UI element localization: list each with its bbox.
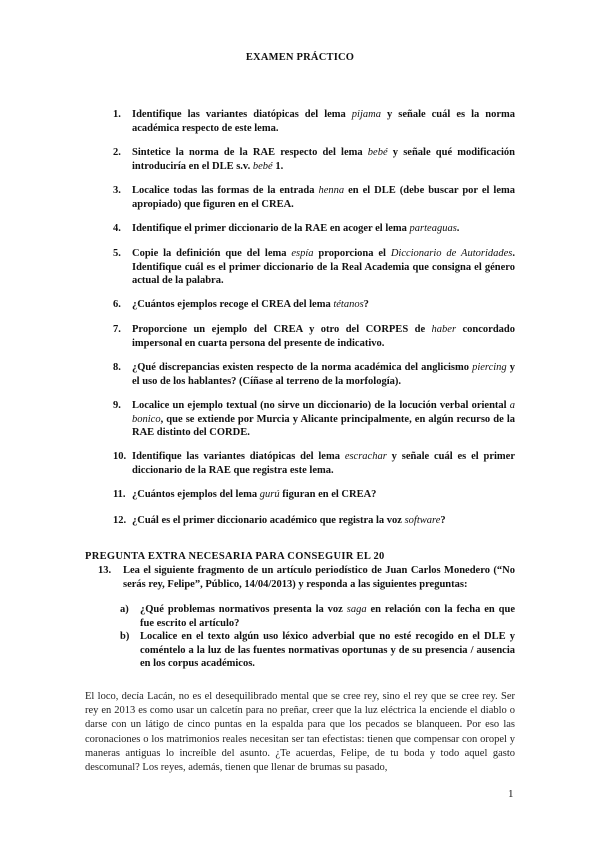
text-run: , que se extiende por Murcia y Alicante principalmente, en algún recurso de la RAE distinto del CORDE. [132,413,515,438]
question-10 [113,450,515,477]
question-6 [113,298,515,312]
italic-term: escrachar [344,451,387,462]
sub-question-label: a) [120,604,129,615]
page-title: EXAMEN PRÁCTICO [245,52,355,63]
question-8 [113,361,515,388]
question-text: Lea el siguiente fragmento de un artículo periodístico de Juan Carlos Monedero (“No serás rey, Felipe”, Público, 14/04/2013) y responda a las siguientes preguntas: [123,565,515,590]
text-run: en relación con la fecha en que fue escrito el artículo? [140,604,515,629]
question-number: 6. [113,299,121,310]
question-number: 8. [113,362,121,373]
text-run: y señale qué modificación introduciría en el DLE s.v. [132,147,516,172]
question-4 [113,222,515,236]
sub-question-b [120,630,515,671]
text-run: ¿Qué discrepancias existen respecto de la norma académica del anglicismo [132,362,473,373]
italic-term: tétanos [333,299,364,310]
question-number: 5. [113,248,121,259]
question-text [132,184,515,211]
text-run: proporciona el [313,248,391,259]
italic-term: haber [431,324,457,335]
question-3 [113,184,515,211]
page-number: 1 [508,788,514,800]
italic-term: Diccionario de Autoridades [390,248,513,259]
sub-question-text [140,630,515,671]
text-run: Localice en el texto algún uso léxico adverbial que no esté recogido en el DLE y coméntelo a la luz de las fuentes normativas oportunas y de su presencia / ausencia en los corpus académicos. [140,631,515,669]
text-run: ? [440,515,446,526]
question-number: 2. [113,147,121,158]
question-13 [98,564,515,591]
question-text [132,247,515,288]
question-text [132,488,515,502]
text-run: Copie la definición que del lema [132,248,292,259]
text-run: 1. [272,160,284,172]
text-run: Sintetice la norma de la RAE respecto del lema [132,147,368,158]
question-text [132,323,515,350]
sub-question-label: b) [120,631,130,642]
italic-term: software [404,515,441,526]
question-number: 13. [98,565,112,576]
text-run: en el DLE (debe buscar por el lema apropiado) que figuren en el CREA. [132,185,515,210]
text-run: y señale cuál es el primer diccionario de la RAE que registra este lema. [132,451,515,476]
italic-term: gurú [259,489,280,500]
question-number: 11. [113,489,126,500]
italic-term: parteaguas [409,223,457,234]
question-9 [113,399,515,440]
text-run: . [456,223,460,234]
text-run: Localice todas las formas de la entrada [132,185,319,196]
italic-term: henna [318,185,345,196]
question-number: 4. [113,223,121,234]
text-run: ¿Cuál es el primer diccionario académico que registra la voz [132,515,405,526]
question-5 [113,247,515,288]
question-12 [113,514,515,528]
question-number: 1. [113,109,121,120]
question-text [132,450,515,477]
text-run: concordado impersonal en cuarta persona del presente de indicativo. [132,324,515,349]
text-run: ¿Qué problemas normativos presenta la voz [140,604,347,615]
text-run: ? [363,299,369,310]
italic-term: a bonico [132,400,515,425]
question-text [132,298,515,312]
article-excerpt: El loco, decía Lacán, no es el desequilibrado mental que se cree rey, sino el rey que se cree rey. Ser rey en 2013 es como usar un calcetín para no preñar, creer que la luz eléctrica la enciende el diablo o darse con un látigo de cinco puntas en la espalda para que los pecados se blanqueen. Por eso las coronaciones o los matrimonios reales necesitan ser tan efectistas: tienen que compensar con oropel y maneras antiguas lo increíble del asunto. ¿Te acuerdas, Felipe, de tu boda y todo aquel gasto descomunal? Los reyes, además, tienen que llenar de brumas su pasado, [85,691,515,774]
text-run: y el uso de los hablantes? (Cíñase al terreno de la morfología). [132,362,515,387]
question-number: 12. [113,515,127,526]
question-number: 9. [113,400,121,411]
question-2 [113,146,515,173]
question-number: 3. [113,185,121,196]
question-text [132,361,515,388]
question-7 [113,323,515,350]
text-run: Localice un ejemplo textual (no sirve un diccionario) de la locución verbal oriental [132,400,510,411]
text-run: figuran en el CREA? [279,489,377,500]
text-run: Proporcione un ejemplo del CREA y otro del CORPES de [132,324,432,335]
question-text [132,514,515,528]
italic-term: bebé [367,147,388,158]
text-run: ¿Cuántos ejemplos del lema [132,489,260,500]
text-run: Identifique las variantes diatópicas del lema [132,451,345,462]
text-run: . Identifique cuál es el primer diccionario de la Real Academia que consigna el género actual de la palabra. [132,248,515,286]
question-11 [113,488,515,502]
text-run: y señale cuál es la norma académica respecto de este lema. [132,109,515,134]
sub-question-a [120,603,515,630]
italic-term: saga [346,604,367,615]
italic-term: espía [291,248,314,259]
text-run: Identifique el primer diccionario de la RAE en acoger el lema [132,223,410,234]
question-1 [113,108,515,135]
question-number: 10. [113,451,127,462]
text-run: ¿Cuántos ejemplos recoge el CREA del lema [132,299,334,310]
sub-question-text [140,603,515,630]
italic-term: bebé [252,160,273,172]
question-text [132,222,515,236]
italic-term: pijama [351,109,381,120]
italic-term: piercing [472,362,507,373]
question-text [132,399,515,440]
question-text [132,146,515,173]
extra-question-heading: PREGUNTA EXTRA NECESARIA PARA CONSEGUIR EL 20 [85,551,385,562]
question-text [132,108,515,135]
text-run: Identifique las variantes diatópicas del lema [132,109,352,120]
question-number: 7. [113,324,121,335]
